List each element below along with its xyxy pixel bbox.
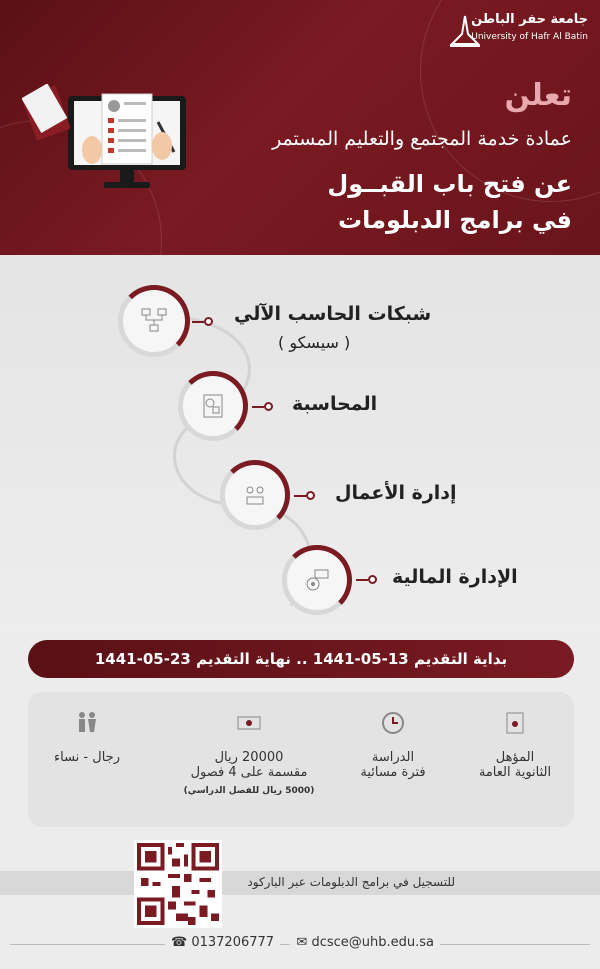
fees-col <box>174 710 324 796</box>
phone-icon: ☎ <box>171 935 188 950</box>
admission-opening: عن فتح باب القبــول <box>327 170 572 198</box>
study-col <box>348 710 438 780</box>
connector-dot <box>264 402 273 411</box>
program-network-ring <box>118 285 190 357</box>
accounting-icon <box>199 392 227 420</box>
qr-code[interactable] <box>134 840 222 928</box>
fees-value: مقسمة على 4 فصول <box>190 765 308 780</box>
connector-line <box>192 321 204 323</box>
phone-text: 0137206777 <box>191 935 275 950</box>
connector-line <box>356 579 368 581</box>
logo-english: University of Hafr Al Batin <box>471 32 588 42</box>
info-panel <box>28 692 574 827</box>
phone-contact[interactable] <box>165 935 280 950</box>
email-contact[interactable] <box>290 935 440 950</box>
monitor-checklist-icon <box>62 92 192 192</box>
email-text: dcsce@uhb.edu.sa <box>311 935 434 950</box>
program-business-title: إدارة الأعمال <box>335 482 457 504</box>
header-banner <box>0 0 600 255</box>
gender-col <box>42 710 132 765</box>
study-title: الدراسة <box>371 750 415 765</box>
mail-icon: ✉ <box>296 935 308 950</box>
connector-line <box>252 406 264 408</box>
programs-list <box>0 255 600 635</box>
finance-icon <box>303 566 331 594</box>
connector-dot <box>368 575 377 584</box>
logo-arabic: جامعة حفر الباطن <box>471 12 588 27</box>
qualification-value: الثانوية العامة <box>478 765 552 780</box>
register-text: للتسجيل في برامج الدبلومات عبر الباركود <box>247 875 455 889</box>
deanship-name: عمادة خدمة المجتمع والتعليم المستمر <box>272 128 572 150</box>
application-dates: بداية التقديم 13-05-1441 .. نهاية التقديم 23-05-1441 <box>28 640 574 678</box>
diploma-programs: في برامج الدبلومات <box>338 206 572 234</box>
connector-line <box>294 495 306 497</box>
announce-title: تعلن <box>504 78 572 113</box>
money-icon <box>236 710 262 736</box>
qualification-col <box>470 710 560 780</box>
clock-icon <box>380 710 406 736</box>
qualification-title: المؤهل <box>495 750 535 765</box>
fees-title: 20000 ريال <box>214 750 284 765</box>
folder-papers-icon <box>22 84 70 142</box>
gender-title: رجال - نساء <box>54 750 120 765</box>
register-strip <box>0 871 600 895</box>
program-finance-ring <box>282 545 352 615</box>
study-value: فترة مسائية <box>360 765 426 780</box>
connector-dot <box>306 491 315 500</box>
network-icon <box>139 306 169 336</box>
program-accounting-ring <box>178 371 248 441</box>
men-women-icon <box>74 710 100 736</box>
university-logo <box>438 8 588 52</box>
fees-note: (5000 ريال للفصل الدراسي) <box>183 786 315 796</box>
connector-dot <box>204 317 213 326</box>
program-accounting-title: المحاسبة <box>292 393 378 415</box>
footer-contact <box>0 930 600 962</box>
program-network-subtitle: ( سيسكو ) <box>278 333 351 352</box>
business-admin-icon <box>241 481 269 509</box>
program-business-ring <box>220 460 290 530</box>
program-network-title: شبكات الحاسب الآلي <box>234 303 432 325</box>
program-finance-title: الإدارة المالية <box>392 566 518 588</box>
certificate-icon <box>502 710 528 736</box>
